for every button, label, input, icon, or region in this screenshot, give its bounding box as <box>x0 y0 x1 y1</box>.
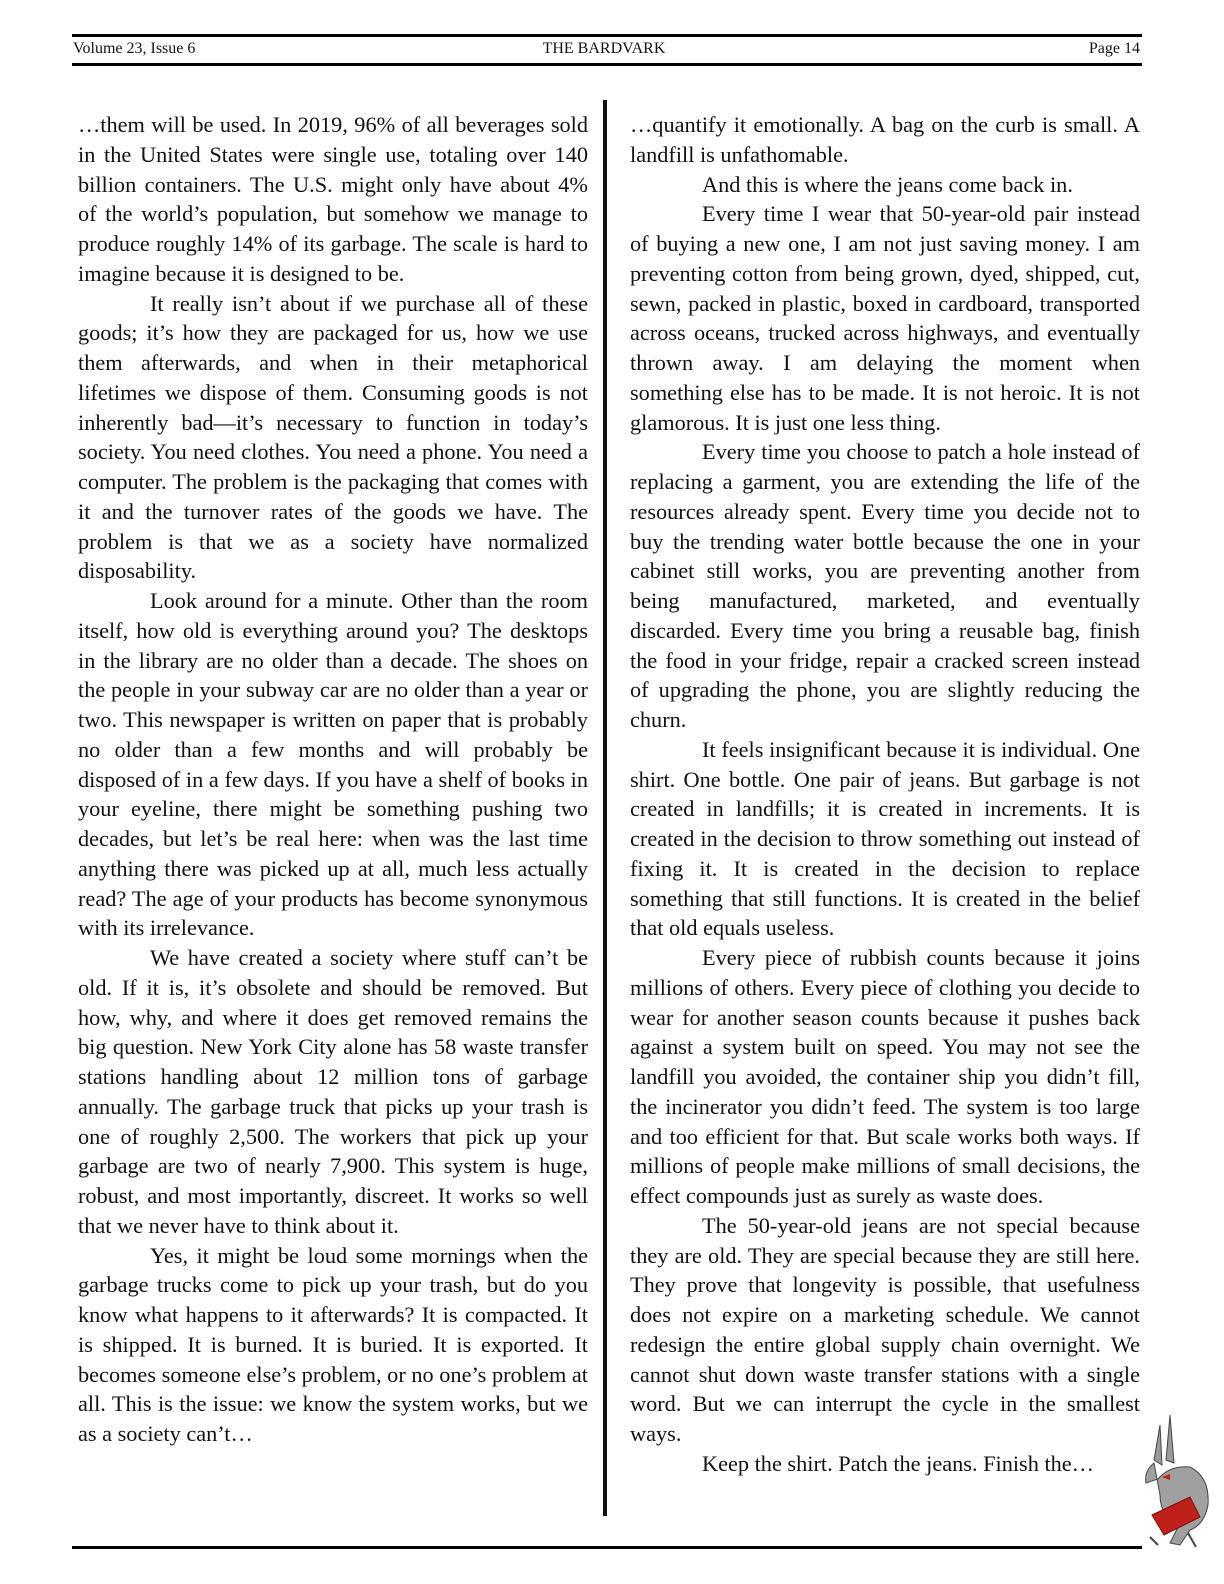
footer-rule <box>72 1546 1142 1549</box>
paragraph: And this is where the jeans come back in. <box>702 171 1073 197</box>
paragraph: Yes, it might be loud some mornings when the garbage trucks come to pick up your trash, but do you know what happens to it afterwards? It is compacted. It is shipped. It is burned. It is buried. It is exported. It becomes someone else’s problem, or no one’s problem at all. This is the issue: we know the system works, but we as a society can’t… <box>78 1242 588 1446</box>
paragraph: It really isn’t about if we purchase all of these goods; it’s how they are packaged for us, how we use them afterwards, and when in their metaphorical lifetimes we dispose of them. Consuming goods is not inherently bad—it’s necessary to function in today’s society. You need clothes. You need a phone. You need a computer. The problem is the packaging that comes with it and the turnover rates of the goods we have. The problem is that we as a society have normalized disposability. <box>78 290 588 584</box>
right-column <box>630 110 1140 1479</box>
paragraph: Every piece of rubbish counts because it joins millions of others. Every piece of clothing you decide to wear for another season counts because it pushes back against a system built on speed. You may not see the landfill you avoided, the container ship you didn’t fill, the incinerator you didn’t feed. The system is too large and too efficient for that. But scale works both ways. If millions of people make millions of small decisions, the effect compounds just as surely as waste does. <box>630 945 1140 1208</box>
left-column <box>78 110 588 1449</box>
newspaper-title: THE BARDVARK <box>542 40 666 57</box>
paragraph: …quantify it emotionally. A bag on the curb is small. A landfill is unfathomable. <box>630 112 1140 167</box>
paragraph: …them will be used. In 2019, 96% of all beverages sold in the United States were single use, totaling over 140 billion containers. The U.S. might only have about 4% of the world’s population, but somehow we manage to produce roughly 14% of its garbage. The scale is hard to imagine because it is designed to be. <box>78 112 588 286</box>
page-number: Page 14 <box>1088 40 1140 57</box>
paragraph: Every time I wear that 50-year-old pair instead of buying a new one, I am not just saving money. I am preventing cotton from being grown, dyed, shipped, cut, sewn, packed in plastic, boxed in cardboard, transported across oceans, trucked across highways, and eventually thrown away. I am delaying the moment when something else has to be made. It is not heroic. It is not glamorous. It is just one less thing. <box>630 201 1140 435</box>
paragraph: Every time you choose to patch a hole instead of replacing a garment, you are extending the life of the resources already spent. Every time you decide not to buy the trending water bottle because the one in your cabinet still works, you are preventing another from being manufactured, marketed, and eventually discarded. Every time you bring a reusable bag, finish the food in your fridge, repair a cracked screen instead of upgrading the phone, you are slightly reducing the churn. <box>630 439 1140 732</box>
aardvark-mascot-icon <box>1140 1405 1220 1555</box>
paragraph: Look around for a minute. Other than the room itself, how old is everything around you? The desktops in the library are no older than a decade. The shoes on the people in your subway car are no older than a year or two. This newspaper is written on paper that is probably no older than a few months and will probably be disposed of in a few days. If you have a shelf of books in your eyeline, there might be something pushing two decades, but let’s be real here: when was the last time anything there was picked up at all, much less actually read? The age of your products has become synonymous with its irrelevance. <box>78 588 588 941</box>
paragraph: We have created a society where stuff can’t be old. If it is, it’s obsolete and should be removed. But how, why, and where it does get removed remains the big question. New York City alone has 58 waste transfer stations handling about 12 million tons of garbage annually. The garbage truck that picks up your trash is one of roughly 2,500. The workers that pick up your garbage are two of nearly 7,900. This system is huge, robust, and most importantly, discreet. It works so well that we never have to think about it. <box>78 945 588 1238</box>
header-top-rule <box>72 34 1142 37</box>
paragraph: It feels insignificant because it is individual. One shirt. One bottle. One pair of jeans. But garbage is not created in landfills; it is created in increments. It is created in the decision to throw something out instead of fixing it. It is created in the decision to replace something that still functions. It is created in the belief that old equals useless. <box>630 736 1140 941</box>
paragraph: Keep the shirt. Patch the jeans. Finish the… <box>702 1450 1094 1476</box>
header-bottom-rule <box>72 63 1142 66</box>
issue-label: Volume 23, Issue 6 <box>73 40 196 57</box>
paragraph: The 50-year-old jeans are not special because they are old. They are special because they are still here. They prove that longevity is possible, that usefulness does not expire on a marketing schedule. We cannot redesign the entire global supply chain overnight. We cannot shut down waste transfer stations with a single word. But we can interrupt the cycle in the smallest ways. <box>630 1212 1140 1446</box>
column-divider <box>603 100 607 1516</box>
